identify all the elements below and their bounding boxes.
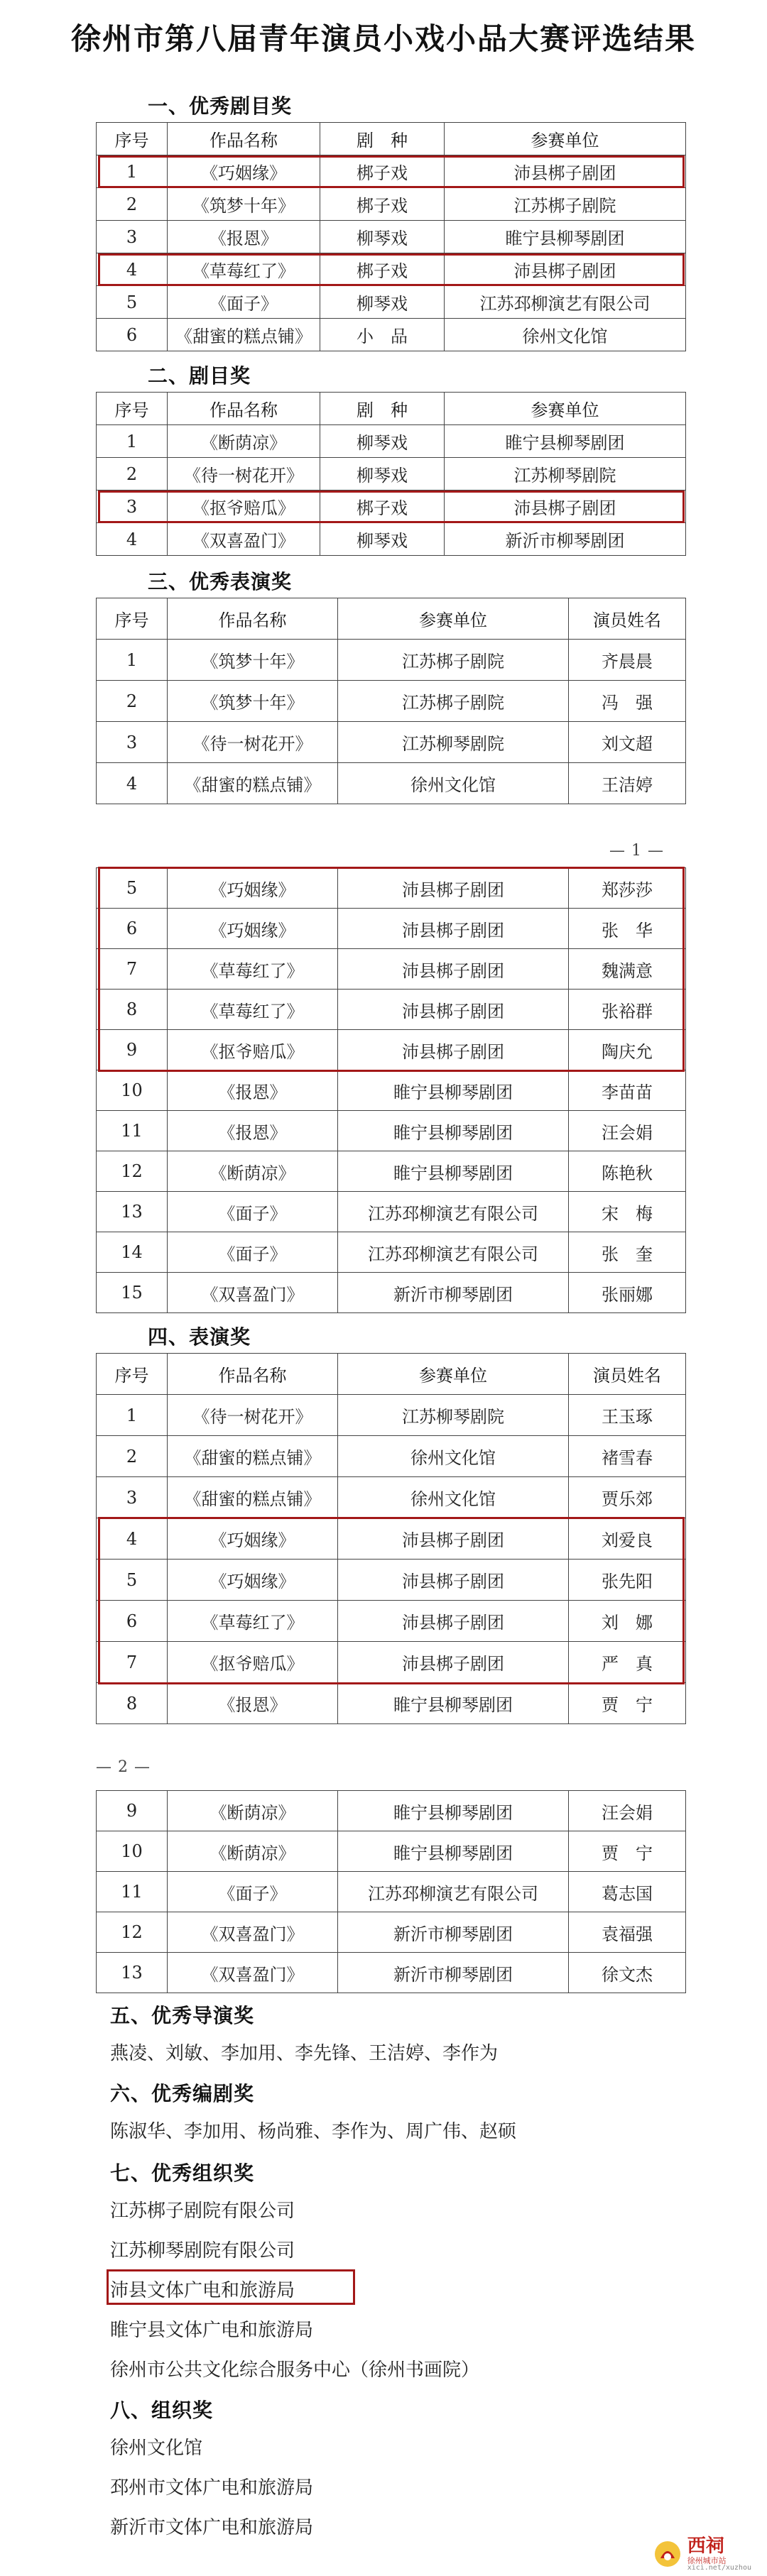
table-row (97, 1642, 686, 1683)
table-row (97, 319, 686, 351)
organization-item: 新沂市文体广电和旅游局 (110, 2517, 314, 2538)
table-row (97, 1912, 686, 1953)
table-row (97, 1273, 686, 1313)
table-row (97, 1111, 686, 1151)
table-cell: 《巧姻缘》 (168, 1560, 338, 1601)
table-cell: 袁福强 (569, 1912, 686, 1953)
excellent-repertoire-table (96, 122, 686, 351)
table-cell: 14 (97, 1232, 168, 1273)
table-cell: 张裕群 (569, 990, 686, 1030)
table-row (97, 909, 686, 949)
table-cell: 《巧姻缘》 (168, 868, 338, 909)
table-cell: 《抠爷赔瓜》 (168, 490, 320, 523)
table-cell: 《巧姻缘》 (168, 155, 320, 188)
excellent-performance-table-part1 (96, 598, 686, 804)
table-cell: 柳琴戏 (320, 523, 445, 556)
watermark-brand: 西祠 (687, 2535, 724, 2557)
column-header: 演员姓名 (569, 598, 686, 640)
table-cell: 15 (97, 1273, 168, 1313)
excellent-performance-table-part2 (96, 867, 686, 1313)
table-row (97, 1232, 686, 1273)
table-cell: 《筑梦十年》 (168, 640, 338, 681)
organization-item: 邳州市文体广电和旅游局 (110, 2477, 314, 2499)
table-cell: 《甜蜜的糕点铺》 (168, 319, 320, 351)
table-cell: 1 (97, 1395, 168, 1436)
column-header: 序号 (97, 598, 168, 640)
table-cell: 齐晨晨 (569, 640, 686, 681)
table-cell: 睢宁县柳琴剧团 (338, 1831, 569, 1872)
table-row (97, 1395, 686, 1436)
table-cell: 1 (97, 640, 168, 681)
director-list: 燕凌、刘敏、李加用、李先锋、王洁婷、李作为 (110, 2043, 499, 2064)
table-cell: 《断荫凉》 (168, 425, 320, 458)
table-cell: 4 (97, 1518, 168, 1560)
table-cell: 《巧姻缘》 (168, 909, 338, 949)
table-cell: 《面子》 (168, 1232, 338, 1273)
table-cell: 刘 娜 (569, 1601, 686, 1642)
table-header-row (97, 1354, 686, 1395)
table-cell: 《断荫凉》 (168, 1831, 338, 1872)
table-row (97, 763, 686, 804)
table-row (97, 1560, 686, 1601)
column-header: 序号 (97, 1354, 168, 1395)
table-cell: 冯 强 (569, 681, 686, 722)
column-header: 参赛单位 (338, 1354, 569, 1395)
table-cell: 4 (97, 763, 168, 804)
table-cell: 5 (97, 286, 168, 319)
table-row (97, 1872, 686, 1912)
table-row (97, 1831, 686, 1872)
table-row (97, 523, 686, 556)
table-row (97, 1683, 686, 1724)
column-header: 演员姓名 (569, 1354, 686, 1395)
table-cell: 沛县梆子剧团 (338, 990, 569, 1030)
table-row (97, 990, 686, 1030)
repertoire-table (96, 392, 686, 556)
table-row (97, 1070, 686, 1111)
table-cell: 《双喜盈门》 (168, 1273, 338, 1313)
table-row (97, 1601, 686, 1642)
table-cell: 沛县梆子剧团 (445, 155, 686, 188)
table-cell: 张 奎 (569, 1232, 686, 1273)
table-cell: 10 (97, 1070, 168, 1111)
table-cell: 王洁婷 (569, 763, 686, 804)
column-header: 作品名称 (168, 393, 320, 425)
table-cell: 《草莓红了》 (168, 253, 320, 286)
table-cell: 魏满意 (569, 949, 686, 990)
table-cell: 6 (97, 319, 168, 351)
table-cell: 沛县梆子剧团 (445, 490, 686, 523)
table-cell: 睢宁县柳琴剧团 (338, 1070, 569, 1111)
table-cell: 沛县梆子剧团 (338, 949, 569, 990)
table-cell: 9 (97, 1030, 168, 1070)
table-row (97, 681, 686, 722)
table-cell: 3 (97, 1477, 168, 1518)
watermark-sub: 徐州城市站 (687, 2555, 727, 2565)
table-cell: 江苏邳柳演艺有限公司 (338, 1232, 569, 1273)
table-cell: 《报恩》 (168, 1683, 338, 1724)
column-header: 序号 (97, 123, 168, 155)
table-cell: 10 (97, 1831, 168, 1872)
table-cell: 《面子》 (168, 1872, 338, 1912)
column-header: 参赛单位 (445, 123, 686, 155)
table-cell: 7 (97, 949, 168, 990)
table-cell: 2 (97, 458, 168, 490)
table-cell: 贾 宁 (569, 1683, 686, 1724)
org-award-item: 江苏梆子剧院有限公司 (110, 2200, 295, 2222)
table-row (97, 490, 686, 523)
table-cell: 葛志国 (569, 1872, 686, 1912)
table-cell: 《甜蜜的糕点铺》 (168, 763, 338, 804)
table-cell: 陶庆允 (569, 1030, 686, 1070)
table-cell: 《巧姻缘》 (168, 1518, 338, 1560)
table-cell: 李苗苗 (569, 1070, 686, 1111)
table-cell: 《抠爷赔瓜》 (168, 1030, 338, 1070)
table-cell: 《双喜盈门》 (168, 1953, 338, 1993)
section-heading-director: 五、优秀导演奖 (110, 2004, 255, 2027)
table-cell: 郑莎莎 (569, 868, 686, 909)
table-cell: 沛县梆子剧团 (338, 1518, 569, 1560)
table-cell: 睢宁县柳琴剧团 (445, 221, 686, 253)
table-cell: 《待一树花开》 (168, 722, 338, 763)
table-cell: 贾 宁 (569, 1831, 686, 1872)
table-cell: 江苏梆子剧院 (338, 640, 569, 681)
table-cell: 3 (97, 490, 168, 523)
table-cell: 《待一树花开》 (168, 1395, 338, 1436)
column-header: 剧 种 (320, 393, 445, 425)
table-cell: 《双喜盈门》 (168, 523, 320, 556)
table-cell: 6 (97, 909, 168, 949)
table-cell: 6 (97, 1601, 168, 1642)
section-heading-organization: 八、组织奖 (110, 2399, 214, 2422)
table-cell: 13 (97, 1953, 168, 1993)
table-cell: 8 (97, 1683, 168, 1724)
section-heading-performance: 四、表演奖 (148, 1325, 251, 1349)
table-cell: 江苏梆子剧院 (445, 188, 686, 221)
table-cell: 《待一树花开》 (168, 458, 320, 490)
table-header-row (97, 393, 686, 425)
section-heading-excellent-repertoire: 一、优秀剧目奖 (148, 94, 293, 118)
column-header: 序号 (97, 393, 168, 425)
table-cell: 1 (97, 155, 168, 188)
table-cell: 江苏梆子剧院 (338, 681, 569, 722)
table-cell: 王玉琢 (569, 1395, 686, 1436)
table-cell: 沛县梆子剧团 (338, 1601, 569, 1642)
table-cell: 《报恩》 (168, 1111, 338, 1151)
page-number-2: — 2 — (96, 1758, 151, 1776)
column-header: 剧 种 (320, 123, 445, 155)
table-cell: 《草莓红了》 (168, 990, 338, 1030)
table-cell: 徐州文化馆 (445, 319, 686, 351)
column-header: 参赛单位 (445, 393, 686, 425)
table-cell: 褚雪春 (569, 1436, 686, 1477)
table-header-row (97, 598, 686, 640)
table-cell: 11 (97, 1111, 168, 1151)
table-cell: 贾乐郊 (569, 1477, 686, 1518)
table-cell: 7 (97, 1642, 168, 1683)
table-row (97, 155, 686, 188)
table-cell: 新沂市柳琴剧团 (338, 1273, 569, 1313)
table-cell: 12 (97, 1151, 168, 1192)
org-award-item: 睢宁县文体广电和旅游局 (110, 2320, 314, 2341)
table-cell: 沛县梆子剧团 (338, 868, 569, 909)
table-cell: 9 (97, 1791, 168, 1831)
section-heading-screenwriter: 六、优秀编剧奖 (110, 2082, 255, 2105)
org-award-item: 江苏柳琴剧院有限公司 (110, 2240, 295, 2262)
table-cell: 沛县梆子剧团 (338, 1642, 569, 1683)
table-cell: 《面子》 (168, 286, 320, 319)
performance-table-part2 (96, 1790, 686, 1993)
table-cell: 《草莓红了》 (168, 949, 338, 990)
table-cell: 5 (97, 868, 168, 909)
table-cell: 梆子戏 (320, 253, 445, 286)
table-cell: 8 (97, 990, 168, 1030)
page-title: 徐州市第八届青年演员小戏小品大赛评选结果 (70, 21, 696, 56)
table-cell: 汪会娟 (569, 1111, 686, 1151)
table-row (97, 425, 686, 458)
table-cell: 张先阳 (569, 1560, 686, 1601)
table-cell: 《筑梦十年》 (168, 681, 338, 722)
table-row (97, 722, 686, 763)
table-cell: 睢宁县柳琴剧团 (338, 1791, 569, 1831)
table-cell: 《甜蜜的糕点铺》 (168, 1436, 338, 1477)
table-cell: 《断荫凉》 (168, 1791, 338, 1831)
table-cell: 新沂市柳琴剧团 (338, 1912, 569, 1953)
table-cell: 12 (97, 1912, 168, 1953)
table-cell: 4 (97, 523, 168, 556)
organization-item: 徐州文化馆 (110, 2438, 203, 2459)
table-cell: 《抠爷赔瓜》 (168, 1642, 338, 1683)
table-row (97, 1030, 686, 1070)
table-row (97, 1477, 686, 1518)
table-row (97, 221, 686, 253)
table-cell: 严 真 (569, 1642, 686, 1683)
table-cell: 2 (97, 681, 168, 722)
table-row (97, 1151, 686, 1192)
table-cell: 睢宁县柳琴剧团 (338, 1151, 569, 1192)
table-cell: 《双喜盈门》 (168, 1912, 338, 1953)
table-cell: 睢宁县柳琴剧团 (338, 1683, 569, 1724)
xici-logo-icon (653, 2540, 682, 2568)
table-cell: 1 (97, 425, 168, 458)
table-cell: 沛县梆子剧团 (338, 1560, 569, 1601)
table-cell: 江苏柳琴剧院 (338, 1395, 569, 1436)
screenwriter-list: 陈淑华、李加用、杨尚雅、李作为、周广伟、赵硕 (110, 2121, 517, 2142)
table-cell: 沛县梆子剧团 (338, 1030, 569, 1070)
table-cell: 《报恩》 (168, 1070, 338, 1111)
table-row (97, 188, 686, 221)
table-cell: 2 (97, 188, 168, 221)
section-heading-excellent-performance: 三、优秀表演奖 (148, 570, 293, 593)
table-row (97, 640, 686, 681)
table-cell: 柳琴戏 (320, 425, 445, 458)
table-cell: 刘爱良 (569, 1518, 686, 1560)
column-header: 作品名称 (168, 598, 338, 640)
column-header: 参赛单位 (338, 598, 569, 640)
table-cell: 13 (97, 1192, 168, 1232)
table-cell: 新沂市柳琴剧团 (445, 523, 686, 556)
table-cell: 徐州文化馆 (338, 763, 569, 804)
table-cell: 《草莓红了》 (168, 1601, 338, 1642)
table-row (97, 1518, 686, 1560)
watermark-url: xici.net/xuzhou (687, 2563, 751, 2572)
table-row (97, 949, 686, 990)
table-cell: 江苏邳柳演艺有限公司 (445, 286, 686, 319)
table-cell: 《报恩》 (168, 221, 320, 253)
table-row (97, 868, 686, 909)
table-cell: 汪会娟 (569, 1791, 686, 1831)
table-cell: 梆子戏 (320, 188, 445, 221)
section-heading-excellent-organization: 七、优秀组织奖 (110, 2161, 255, 2185)
table-cell: 《甜蜜的糕点铺》 (168, 1477, 338, 1518)
table-cell: 宋 梅 (569, 1192, 686, 1232)
table-cell: 睢宁县柳琴剧团 (338, 1111, 569, 1151)
table-cell: 江苏邳柳演艺有限公司 (338, 1872, 569, 1912)
table-cell: 《筑梦十年》 (168, 188, 320, 221)
org-award-item: 徐州市公共文化综合服务中心（徐州书画院） (110, 2359, 480, 2381)
table-cell: 沛县梆子剧团 (445, 253, 686, 286)
table-cell: 江苏柳琴剧院 (445, 458, 686, 490)
table-row (97, 1436, 686, 1477)
table-cell: 11 (97, 1872, 168, 1912)
table-cell: 3 (97, 221, 168, 253)
table-cell: 小 品 (320, 319, 445, 351)
table-cell: 梆子戏 (320, 490, 445, 523)
table-cell: 4 (97, 253, 168, 286)
table-row (97, 253, 686, 286)
table-cell: 徐州文化馆 (338, 1436, 569, 1477)
table-cell: 江苏邳柳演艺有限公司 (338, 1192, 569, 1232)
table-cell: 张丽娜 (569, 1273, 686, 1313)
table-cell: 新沂市柳琴剧团 (338, 1953, 569, 1993)
table-cell: 3 (97, 722, 168, 763)
site-watermark-logo (653, 2535, 751, 2572)
section-heading-repertoire: 二、剧目奖 (148, 364, 251, 388)
table-cell: 沛县梆子剧团 (338, 909, 569, 949)
table-cell: 柳琴戏 (320, 458, 445, 490)
table-header-row (97, 123, 686, 155)
table-row (97, 458, 686, 490)
table-cell: 江苏柳琴剧院 (338, 722, 569, 763)
table-row (97, 286, 686, 319)
table-row (97, 1791, 686, 1831)
table-row (97, 1953, 686, 1993)
table-cell: 张 华 (569, 909, 686, 949)
table-cell: 柳琴戏 (320, 221, 445, 253)
table-cell: 梆子戏 (320, 155, 445, 188)
table-cell: 陈艳秋 (569, 1151, 686, 1192)
table-cell: 《断荫凉》 (168, 1151, 338, 1192)
table-cell: 刘文超 (569, 722, 686, 763)
column-header: 作品名称 (168, 123, 320, 155)
table-cell: 徐文杰 (569, 1953, 686, 1993)
performance-table-part1 (96, 1353, 686, 1724)
table-cell: 5 (97, 1560, 168, 1601)
table-row (97, 1192, 686, 1232)
table-cell: 柳琴戏 (320, 286, 445, 319)
page-number-1: — 1 — (609, 842, 664, 860)
table-cell: 徐州文化馆 (338, 1477, 569, 1518)
org-award-item: 沛县文体广电和旅游局 (110, 2280, 295, 2301)
column-header: 作品名称 (168, 1354, 338, 1395)
table-cell: 睢宁县柳琴剧团 (445, 425, 686, 458)
table-cell: 2 (97, 1436, 168, 1477)
table-cell: 《面子》 (168, 1192, 338, 1232)
